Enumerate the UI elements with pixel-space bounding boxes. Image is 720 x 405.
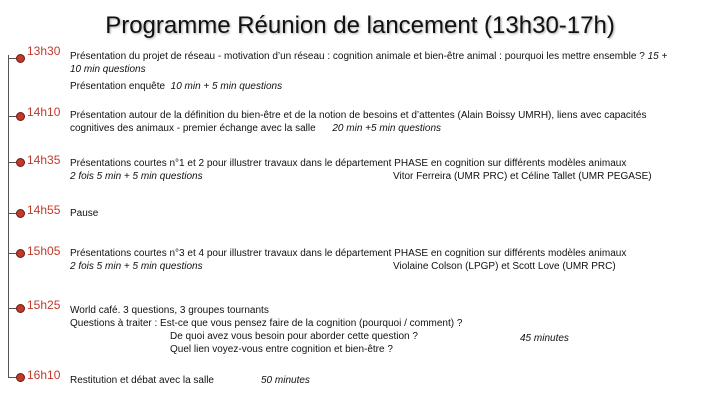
slot-text: Pause xyxy=(70,208,99,219)
timeline-marker xyxy=(16,304,25,313)
slot-time: 14h35 xyxy=(27,153,61,167)
page-title: Programme Réunion de lancement (13h30-17h) xyxy=(105,12,615,39)
slot-time: 15h05 xyxy=(27,244,61,258)
slot-text: Présentation du projet de réseau - motivation d’un réseau : cognition animale et bien-être animal : pourquoi les mettre ensemble ? 15 + xyxy=(70,51,668,62)
slot-time: 16h10 xyxy=(27,368,61,382)
slot-text: World café. 3 questions, 3 groupes tournants xyxy=(70,305,269,316)
slot-time: 14h10 xyxy=(27,105,61,119)
timeline-marker xyxy=(16,54,25,63)
slot-time: 13h30 xyxy=(27,44,61,58)
timeline-marker xyxy=(16,249,25,258)
slot-note: 10 min questions xyxy=(70,64,146,75)
slot-text: Questions à traiter : Est-ce que vous pensez faire de la cognition (pourquoi / comment) ? xyxy=(70,318,463,329)
slot-time: 15h25 xyxy=(27,298,61,312)
timeline-line xyxy=(8,55,9,377)
slot-text: Présentations courtes n°1 et 2 pour illustrer travaux dans le département PHASE en cognition sur différents modèles animaux xyxy=(70,158,627,169)
slot-text: Présentation autour de la définition du bien-être et de la notion de besoins et d’attentes (Alain Boissy UMRH), liens avec capacités xyxy=(70,110,647,121)
slot-note: 50 minutes xyxy=(261,375,310,386)
timeline-marker xyxy=(16,209,25,218)
slot-text: Quel lien voyez-vous entre cognition et bien-être ? xyxy=(170,344,393,355)
timeline-marker xyxy=(16,112,25,121)
slot-text: cognitives des animaux - premier échange avec la salle 20 min +5 min questions xyxy=(70,123,442,134)
slot-text: Présentation enquête 10 min + 5 min questions xyxy=(70,81,283,92)
slot-note: 45 minutes xyxy=(520,333,569,344)
slot-text: Présentations courtes n°3 et 4 pour illustrer travaux dans le département PHASE en cognition sur différents modèles animaux xyxy=(70,248,627,259)
slot-note: 2 fois 5 min + 5 min questions xyxy=(70,261,203,272)
slot-speakers: Vitor Ferreira (UMR PRC) et Céline Tallet (UMR PEGASE) xyxy=(393,171,652,182)
slot-time: 14h55 xyxy=(27,203,61,217)
slot-speakers: Violaine Colson (LPGP) et Scott Love (UMR PRC) xyxy=(393,261,616,272)
timeline-marker xyxy=(16,373,25,382)
timeline-marker xyxy=(16,158,25,167)
slot-text: De quoi avez vous besoin pour aborder cette question ? xyxy=(170,331,418,342)
slot-note: 2 fois 5 min + 5 min questions xyxy=(70,171,203,182)
slot-text: Restitution et débat avec la salle xyxy=(70,375,214,386)
